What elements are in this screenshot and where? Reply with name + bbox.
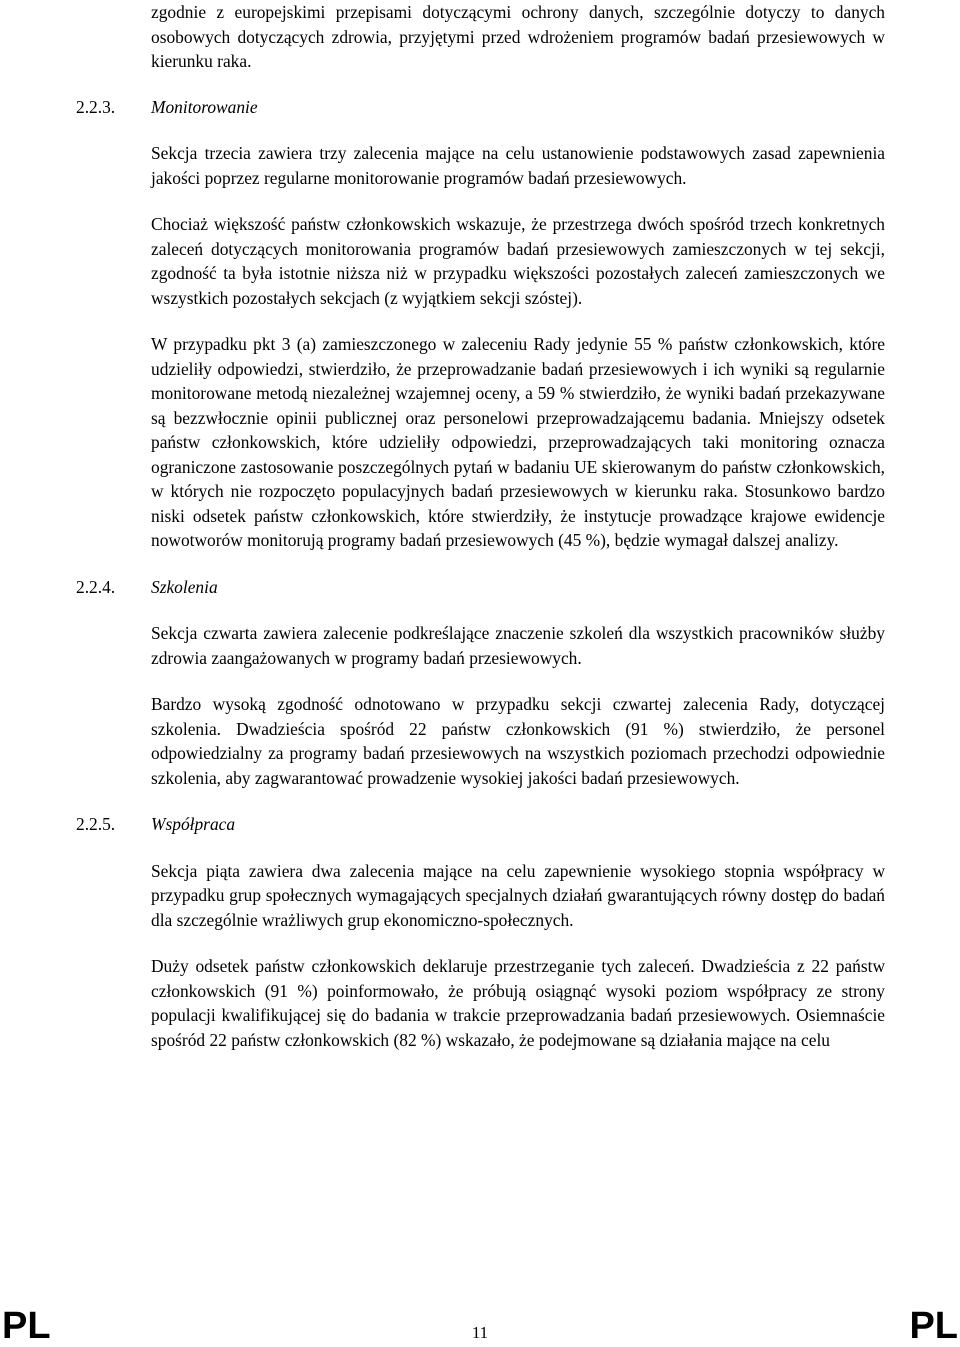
document-body bbox=[76, 0, 885, 1052]
page-number: 11 bbox=[471, 1323, 489, 1342]
paragraph: Sekcja piąta zawiera dwa zalecenia mające na celu zapewnienie wysokiego stopnia współpracy w przypadku grup społecznych wymagających specjalnych działań gwarantujących równy dostęp do badań dla szczególnie wrażliwych grup ekonomiczno-społecznych. bbox=[151, 860, 885, 930]
paragraph: Chociaż większość państw członkowskich wskazuje, że przestrzega dwóch spośród trzech konkretnych zaleceń dotyczących monitorowania programów badań przesiewowych zamieszczonych w tej sekcji, zgodność ta była istotnie niższa niż w przypadku większości pozostałych zaleceń zamieszczonych we wszystkich pozostałych sekcjach (z wyjątkiem sekcji szóstej). bbox=[151, 214, 885, 308]
section-title: Monitorowanie bbox=[151, 96, 258, 117]
paragraph: Sekcja czwarta zawiera zalecenie podkreślające znaczenie szkoleń dla wszystkich pracowników służby zdrowia zaangażowanych w programy badań przesiewowych. bbox=[151, 623, 885, 668]
paragraph: Bardzo wysoką zgodność odnotowano w przypadku sekcji czwartej zalecenia Rady, dotyczącej szkolenia. Dwadzieścia spośród 22 państw członkowskich (91 %) stwierdziło, że personel odpowiedzialny za programy badań przesiewowych na wszystkich poziomach przechodzi odpowiednie szkolenia, aby zagwarantować prowadzenie wysokiej jakości badań przesiewowych. bbox=[151, 694, 885, 788]
paragraph: W przypadku pkt 3 (a) zamieszczonego w zaleceniu Rady jedynie 55 % państw członkowskich, które udzieliły odpowiedzi, stwierdziło, że przeprowadzanie badań przesiewowych i ich wyniki są regularnie monitorowane metodą niezależnej wzajemnej oceny, a 59 % stwierdziło, że wyniki badań przekazywane są bezzwłocznie opinii publicznej oraz personelowi przeprowadzającemu badania. Mniejszy odsetek państw członkowskich, które udzieliły odpowiedzi, przeprowadzających taki monitoring oznacza ograniczone zastosowanie poszczególnych pytań w badaniu UE skierowanym do państw członkowskich, w których nie rozpoczęto populacyjnych badań przesiewowych w kierunku raka. Stosunkowo bardzo niski odsetek państw członkowskich, które stwierdziły, że instytucje prowadzące krajowe ewidencje nowotworów monitorują programy badań przesiewowych (45 %), będzie wymagał dalszej analizy. bbox=[151, 334, 885, 550]
section-heading-2-2-5 bbox=[76, 812, 885, 837]
section-number: 2.2.5. bbox=[76, 814, 116, 834]
paragraph: Sekcja trzecia zawiera trzy zalecenia mające na celu ustanowienie podstawowych zasad zapewnienia jakości poprzez regularne monitorowanie programów badań przesiewowych. bbox=[151, 143, 885, 188]
section-heading-2-2-4 bbox=[76, 575, 885, 600]
section-number: 2.2.3. bbox=[76, 96, 116, 117]
footer-language-code-right: PL bbox=[909, 1305, 958, 1347]
section-title: Współpraca bbox=[151, 814, 236, 834]
section-number: 2.2.4. bbox=[76, 576, 116, 597]
section-title: Szkolenia bbox=[151, 576, 218, 597]
paragraph: Duży odsetek państw członkowskich deklaruje przestrzeganie tych zaleceń. Dwadzieścia z 22 państw członkowskich (91 %) poinformowało, że próbują osiągnąć wysoki poziom współpracy ze strony populacji kwalifikującej się do badania w trakcie przeprowadzania badań przesiewowych. Osiemnaście spośród 22 państw członkowskich (82 %) wskazało, że podejmowane są działania mające na celu bbox=[151, 956, 885, 1050]
paragraph: zgodnie z europejskimi przepisami dotyczącymi ochrony danych, szczególnie dotyczy to danych osobowych dotyczących zdrowia, przyjętymi przed wdrożeniem programów badań przesiewowych w kierunku raka. bbox=[151, 2, 885, 71]
section-heading-2-2-3 bbox=[76, 95, 885, 120]
footer-language-code-left: PL bbox=[2, 1305, 51, 1347]
